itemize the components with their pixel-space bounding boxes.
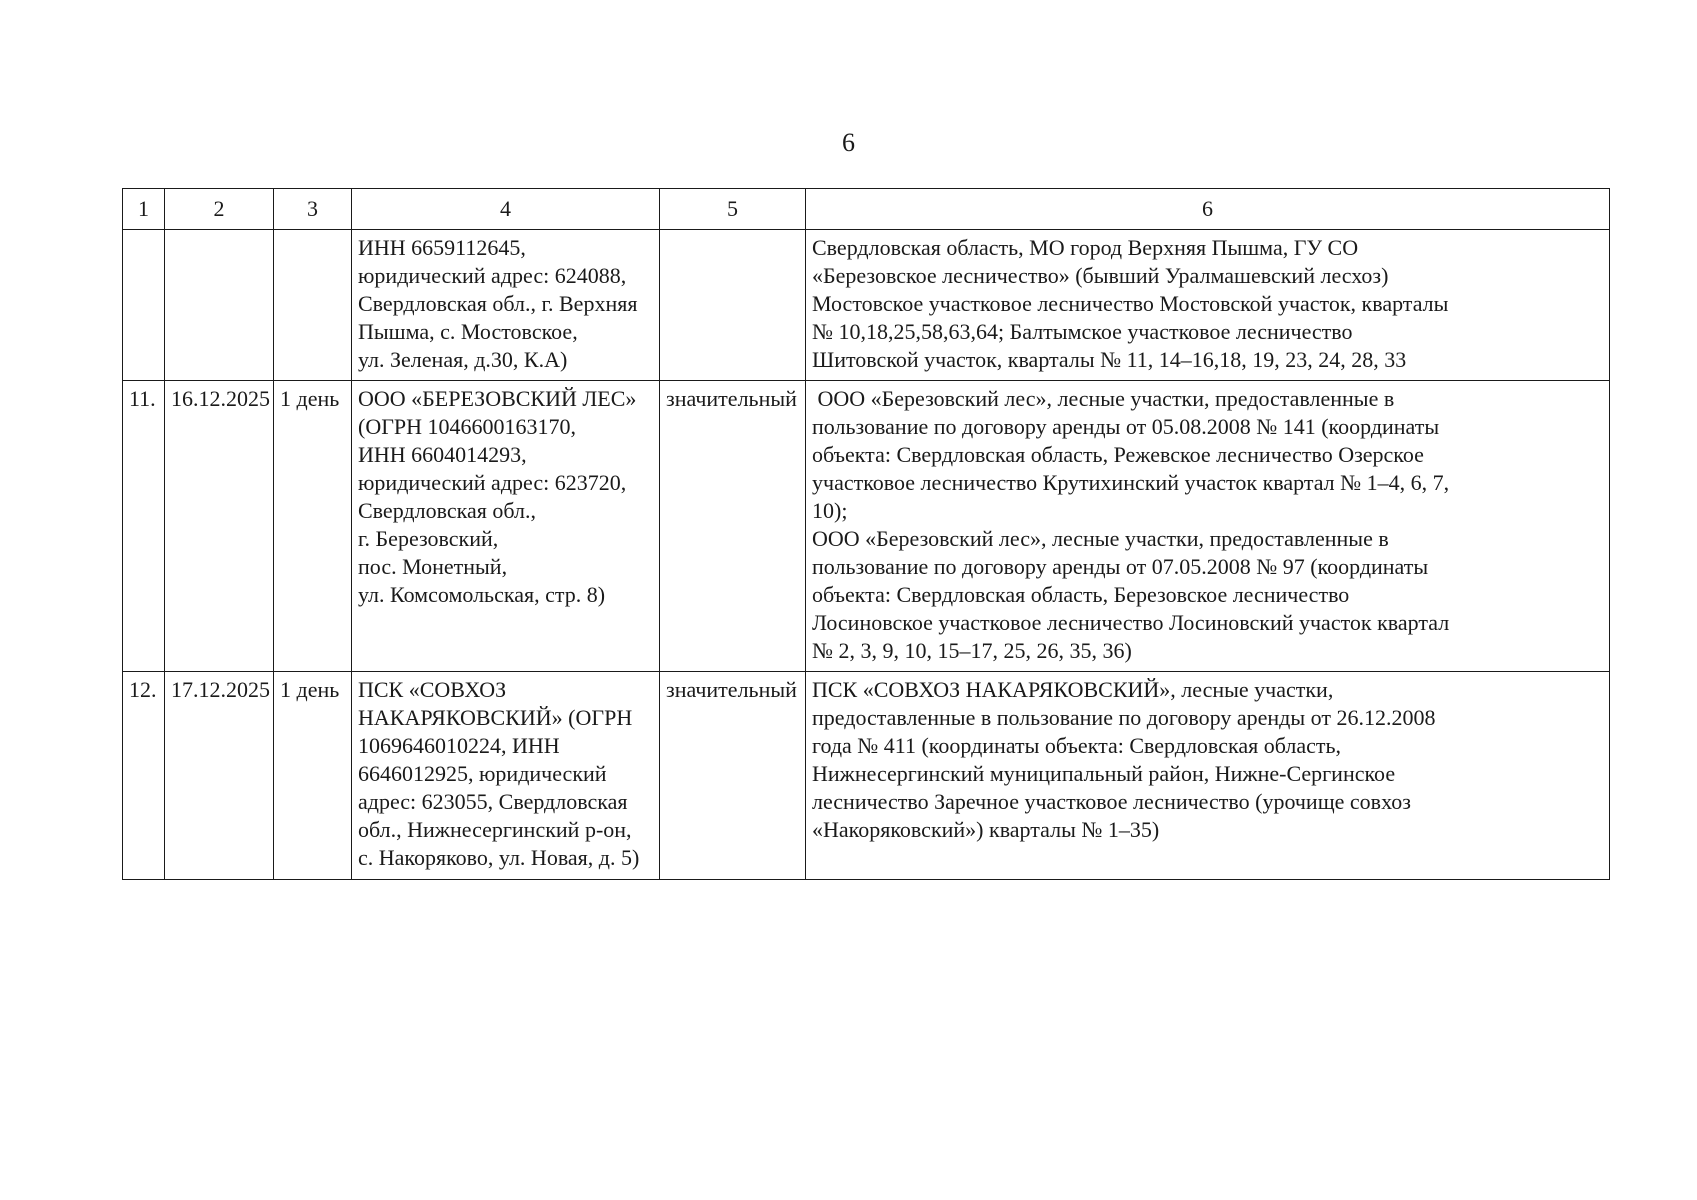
- org-line: Свердловская обл., г. Верхняя: [358, 291, 638, 316]
- desc-line: 10);: [812, 498, 848, 523]
- org-line: юридический адрес: 624088,: [358, 263, 627, 288]
- desc-line: Шитовской участок, кварталы № 11, 14–16,18, 19, 23, 24, 28, 33: [812, 347, 1407, 372]
- org-line: адрес: 623055, Свердловская: [358, 789, 628, 814]
- row-duration: [274, 230, 352, 381]
- desc-line: ООО «Березовский лес», лесные участки, предоставленные в: [812, 386, 1395, 411]
- column-header-2: 2: [165, 189, 274, 230]
- row-date: 17.12.2025: [165, 672, 274, 880]
- row-organization: [352, 230, 660, 381]
- row-organization: [352, 672, 660, 880]
- desc-line: № 2, 3, 9, 10, 15–17, 25, 26, 35, 36): [812, 638, 1132, 663]
- desc-line: пользование по договору аренды от 05.08.2008 № 141 (координаты: [812, 414, 1440, 439]
- desc-line: объекта: Свердловская область, Режевское лесничество Озерское: [812, 442, 1424, 467]
- desc-line: объекта: Свердловская область, Березовское лесничество: [812, 582, 1350, 607]
- desc-line: ПСК «СОВХОЗ НАКАРЯКОВСКИЙ», лесные участки,: [812, 677, 1334, 702]
- org-line: юридический адрес: 623720,: [358, 470, 627, 495]
- desc-line: Мостовское участковое лесничество Мостовской участок, кварталы: [812, 291, 1449, 316]
- column-header-5: 5: [660, 189, 806, 230]
- org-line: пос. Монетный,: [358, 554, 508, 579]
- row-impact: значительный: [660, 672, 806, 880]
- org-line: с. Накоряково, ул. Новая, д. 5): [358, 845, 640, 870]
- row-duration: 1 день: [274, 381, 352, 672]
- desc-line: № 10,18,25,58,63,64; Балтымское участковое лесничество: [812, 319, 1353, 344]
- row-description: [806, 672, 1610, 880]
- org-line: (ОГРН 1046600163170,: [358, 414, 577, 439]
- row-impact: значительный: [660, 381, 806, 672]
- desc-line: участковое лесничество Крутихинский участок квартал № 1–4, 6, 7,: [812, 470, 1450, 495]
- org-line: ул. Зеленая, д.30, К.А): [358, 347, 568, 372]
- document-table: [122, 188, 1610, 880]
- column-header-3: 3: [274, 189, 352, 230]
- row-impact: [660, 230, 806, 381]
- desc-line: «Накоряковский») кварталы № 1–35): [812, 817, 1160, 842]
- row-number: 11.: [123, 381, 165, 672]
- row-date: [165, 230, 274, 381]
- org-line: 6646012925, юридический: [358, 761, 607, 786]
- desc-line: «Березовское лесничество» (бывший Уралмашевский лесхоз): [812, 263, 1389, 288]
- desc-line: пользование по договору аренды от 07.05.2008 № 97 (координаты: [812, 554, 1429, 579]
- org-line: ПСК «СОВХОЗ: [358, 677, 507, 702]
- desc-line: года № 411 (координаты объекта: Свердловская область,: [812, 733, 1341, 758]
- row-description: [806, 230, 1610, 381]
- desc-line: ООО «Березовский лес», лесные участки, предоставленные в: [812, 526, 1389, 551]
- org-line: Свердловская обл.,: [358, 498, 536, 523]
- row-number: [123, 230, 165, 381]
- org-line: Пышма, с. Мостовское,: [358, 319, 578, 344]
- table-header-row: [123, 189, 1610, 230]
- org-line: 1069646010224, ИНН: [358, 733, 560, 758]
- org-line: ул. Комсомольская, стр. 8): [358, 582, 606, 607]
- table-row: [123, 672, 1610, 880]
- row-organization: [352, 381, 660, 672]
- desc-line: Свердловская область, МО город Верхняя Пышма, ГУ СО: [812, 235, 1359, 260]
- table-row: [123, 381, 1610, 672]
- org-line: ИНН 6659112645,: [358, 235, 526, 260]
- page-number: 6: [842, 128, 855, 157]
- org-line: ИНН 6604014293,: [358, 442, 527, 467]
- desc-line: Нижнесергинский муниципальный район, Нижне-Сергинское: [812, 761, 1396, 786]
- column-header-1: 1: [123, 189, 165, 230]
- column-header-4: 4: [352, 189, 660, 230]
- org-line: обл., Нижнесергинский р-он,: [358, 817, 632, 842]
- row-description: [806, 381, 1610, 672]
- desc-line: лесничество Заречное участковое лесничество (урочище совхоз: [812, 789, 1411, 814]
- row-date: 16.12.2025: [165, 381, 274, 672]
- column-header-6: 6: [806, 189, 1610, 230]
- table-row: [123, 230, 1610, 381]
- desc-line: предоставленные в пользование по договору аренды от 26.12.2008: [812, 705, 1436, 730]
- row-duration: 1 день: [274, 672, 352, 880]
- org-line: г. Березовский,: [358, 526, 499, 551]
- org-line: НАКАРЯКОВСКИЙ» (ОГРН: [358, 705, 633, 730]
- org-line: ООО «БЕРЕЗОВСКИЙ ЛЕС»: [358, 386, 637, 411]
- row-number: 12.: [123, 672, 165, 880]
- desc-line: Лосиновское участковое лесничество Лосиновский участок квартал: [812, 610, 1450, 635]
